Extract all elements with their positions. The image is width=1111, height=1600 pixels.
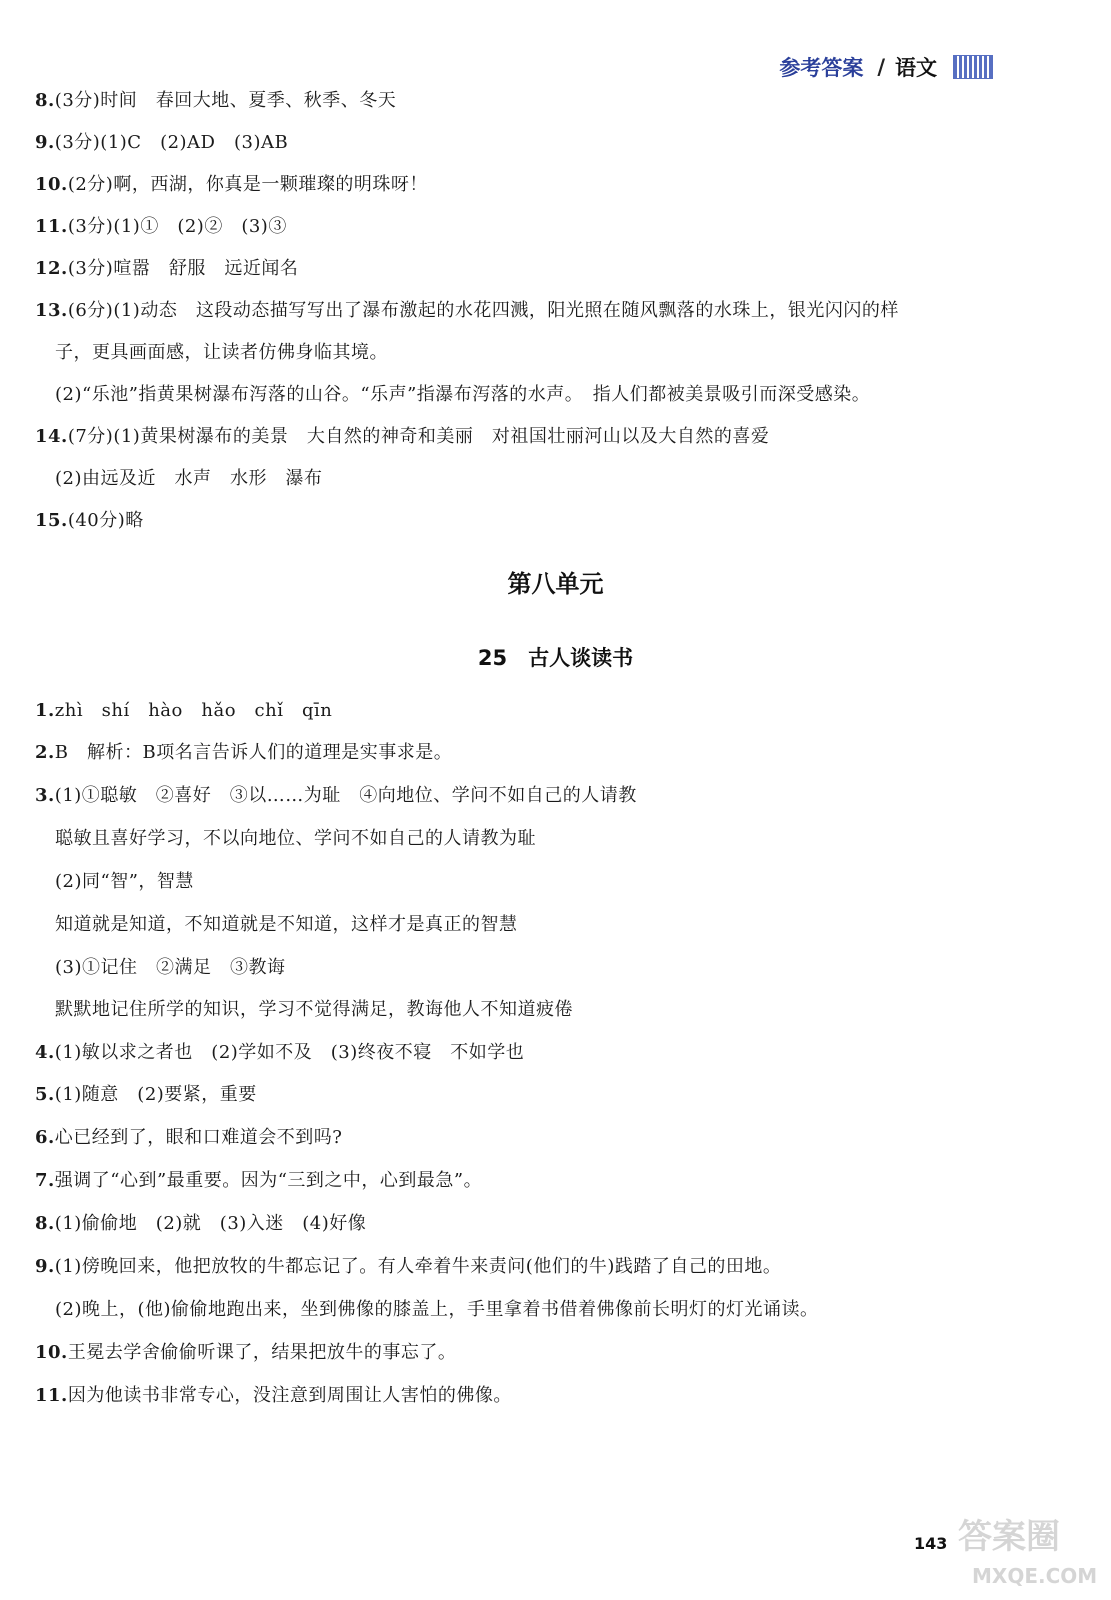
- page-header: [779, 52, 993, 82]
- answer-line: 6.心已经到了，眼和口难道会不到吗?: [35, 1127, 343, 1148]
- page-number: 143: [914, 1534, 948, 1553]
- answer-line: 11.因为他读书非常专心，没注意到周围让人害怕的佛像。: [35, 1385, 512, 1406]
- answer-line: (2)“乐池”指黄果树瀑布泻落的山谷。“乐声”指瀑布泻落的水声。 指人们都被美景吸引而深受感染。: [55, 384, 871, 405]
- answer-line: 8.(3分)时间 春回大地、夏季、秋季、冬天: [35, 90, 397, 111]
- watermark-bottom-text: MXQE.COM: [972, 1564, 1098, 1588]
- answer-line: 7.强调了“心到”最重要。因为“三到之中，心到最急”。: [35, 1170, 483, 1191]
- answer-line: 1.zhì shí hào hǎo chǐ qīn: [35, 700, 333, 721]
- answer-line: 10.(2分)啊，西湖，你真是一颗璀璨的明珠呀！: [35, 174, 428, 195]
- answer-line: 2.B 解析：B项名言告诉人们的道理是实事求是。: [35, 742, 453, 763]
- watermark-top-text: 答案圈: [958, 1517, 1060, 1557]
- watermark-logo: [950, 1508, 1100, 1593]
- answer-line: 4.(1)敏以求之者也 (2)学如不及 (3)终夜不寝 不如学也: [35, 1042, 525, 1063]
- answer-line: 9.(3分)(1)C (2)AD (3)AB: [35, 132, 289, 153]
- answer-line: 5.(1)随意 (2)要紧，重要: [35, 1084, 257, 1105]
- answer-line: 15.(40分)略: [35, 510, 144, 531]
- answer-line: 8.(1)偷偷地 (2)就 (3)入迷 (4)好像: [35, 1213, 367, 1234]
- watermark-icon: [950, 1508, 1100, 1593]
- lesson-title: 25 古人谈读书: [477, 646, 634, 670]
- header-slash: /: [877, 55, 885, 79]
- unit-title: 第八单元: [507, 570, 604, 598]
- answer-line: 子，更具画面感，让读者仿佛身临其境。: [55, 342, 388, 363]
- answer-line: 10.王冕去学舍偷偷听课了，结果把放牛的事忘了。: [35, 1342, 457, 1363]
- subject-label: 语文: [895, 56, 937, 80]
- answer-line: (2)晚上，(他)偷偷地跑出来，坐到佛像的膝盖上，手里拿着书借着佛像前长明灯的灯光诵读。: [55, 1299, 819, 1320]
- header-decoration-icon: [953, 55, 993, 79]
- answer-line: 3.(1)①聪敏 ②喜好 ③以……为耻 ④向地位、学问不如自己的人请教: [35, 785, 637, 806]
- answer-line: 13.(6分)(1)动态 这段动态描写写出了瀑布激起的水花四溅，阳光照在随风飘落的水珠上，银光闪闪的样: [35, 300, 899, 321]
- answer-line: 聪敏且喜好学习，不以向地位、学问不如自己的人请教为耻: [55, 828, 536, 849]
- answer-line: 12.(3分)喧嚣 舒服 远近闻名: [35, 258, 299, 279]
- answer-line: (2)由远及近 水声 水形 瀑布: [55, 468, 323, 489]
- answer-line: 9.(1)傍晚回来，他把放牧的牛都忘记了。有人牵着牛来责问(他们的牛)践踏了自己的田地。: [35, 1256, 782, 1277]
- answer-line: 14.(7分)(1)黄果树瀑布的美景 大自然的神奇和美丽 对祖国壮丽河山以及大自然的喜爱: [35, 426, 770, 447]
- answer-key-label: 参考答案: [779, 56, 864, 80]
- answer-line: 知道就是知道，不知道就是不知道，这样才是真正的智慧: [55, 914, 518, 935]
- answer-line: (2)同“智”，智慧: [55, 871, 194, 892]
- answer-line: 默默地记住所学的知识，学习不觉得满足，教诲他人不知道疲倦: [55, 999, 573, 1020]
- answer-line: (3)①记住 ②满足 ③教诲: [55, 957, 286, 978]
- answer-line: 11.(3分)(1)① (2)② (3)③: [35, 216, 287, 237]
